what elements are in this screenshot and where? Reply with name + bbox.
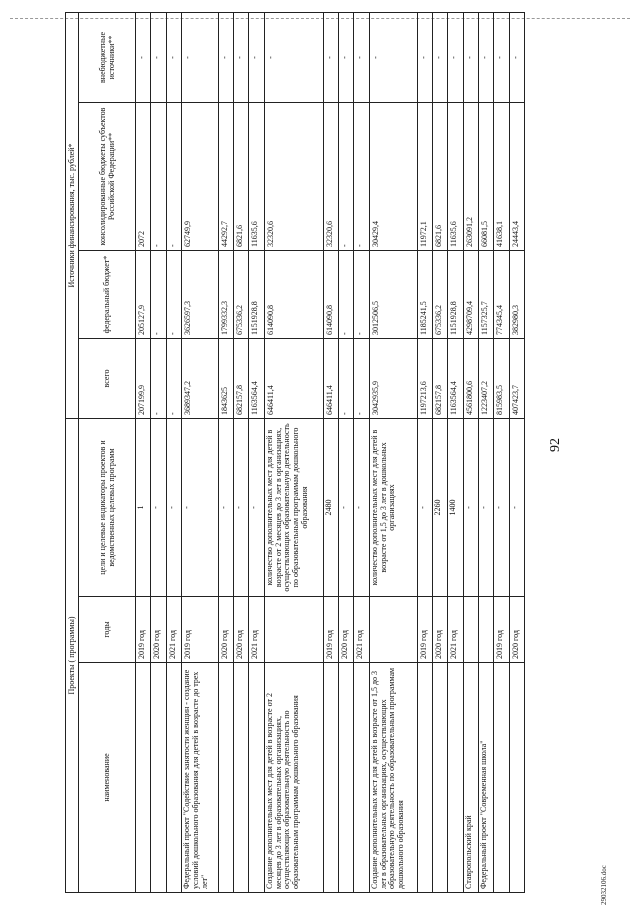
cell-federal: 614090,8 <box>264 251 323 339</box>
cell-federal: - <box>166 251 181 339</box>
table-row <box>339 12 354 892</box>
header-total: всего <box>79 339 136 419</box>
header-extrabudget: внебюджетные источники** <box>79 12 136 102</box>
cell-goal: 1400 <box>448 419 463 597</box>
cell-extrabudget: - <box>354 12 369 102</box>
cell-year: 2019 год <box>494 597 509 663</box>
cell-goal: - <box>417 419 432 597</box>
footer-file-code: 29032106.doc <box>600 865 608 905</box>
table-row <box>494 12 509 892</box>
cell-goal: - <box>479 419 494 597</box>
cell-year: 2020 год <box>433 597 448 663</box>
cell-federal: 774345,4 <box>494 251 509 339</box>
cell-regional: 30429,4 <box>369 103 417 251</box>
cell-extrabudget: - <box>463 12 478 102</box>
cell-total: - <box>166 339 181 419</box>
cell-year <box>479 597 494 663</box>
cell-federal: - <box>339 251 354 339</box>
cell-name <box>166 663 181 893</box>
cell-goal: количество дополнительных мест для детей в возрасте от 1,5 до 3 лет в дошкольных организациях <box>369 419 417 597</box>
table-row <box>509 12 524 892</box>
cell-goal: - <box>494 419 509 597</box>
cell-regional: 32320,6 <box>323 103 338 251</box>
table-row <box>136 12 151 892</box>
cell-name: Федеральный проект "Содействие занятости женщин - создание условий дошкольного образования для детей в возрасте до трех лет" <box>181 663 218 893</box>
cell-regional: 32320,6 <box>264 103 323 251</box>
table-row <box>369 12 417 892</box>
cell-total: 3689347,2 <box>181 339 218 419</box>
cell-year: 2021 год <box>249 597 264 663</box>
table-row <box>463 12 478 892</box>
cell-extrabudget: - <box>136 12 151 102</box>
cell-total: 682157,8 <box>234 339 249 419</box>
cell-total: - <box>339 339 354 419</box>
cell-goal: - <box>151 419 166 597</box>
table-row <box>323 12 338 892</box>
cell-name <box>448 663 463 893</box>
cell-name <box>417 663 432 893</box>
cell-regional: 62749,9 <box>181 103 218 251</box>
cell-name <box>509 663 524 893</box>
cell-extrabudget: - <box>323 12 338 102</box>
header-years: годы <box>79 597 136 663</box>
table-row <box>448 12 463 892</box>
cell-year: 2020 год <box>234 597 249 663</box>
table-row <box>151 12 166 892</box>
cell-extrabudget: - <box>234 12 249 102</box>
cell-name: Создание дополнительных мест для детей в возрасте от 2 месяцев до 3 лет в образовательных организациях, осуществляющих образовательную деятельность по образовательным программам дошкольного образования <box>264 663 323 893</box>
cell-goal: - <box>249 419 264 597</box>
cell-total: 1163564,4 <box>249 339 264 419</box>
cell-name <box>339 663 354 893</box>
cell-name <box>494 663 509 893</box>
cell-extrabudget: - <box>448 12 463 102</box>
cell-extrabudget: - <box>264 12 323 102</box>
cell-year: 2019 год <box>136 597 151 663</box>
cell-federal: 675336,2 <box>234 251 249 339</box>
cell-federal: 1157325,7 <box>479 251 494 339</box>
table-row <box>234 12 249 892</box>
cell-year: 2020 год <box>339 597 354 663</box>
cell-total: 1223407,2 <box>479 339 494 419</box>
header-regional: консолидированные бюджеты субъектов Российской Федерации** <box>79 103 136 251</box>
cell-regional: 2072 <box>136 103 151 251</box>
cell-extrabudget: - <box>339 12 354 102</box>
cell-federal: 3012506,5 <box>369 251 417 339</box>
cell-federal: 4298709,4 <box>463 251 478 339</box>
cell-extrabudget: - <box>509 12 524 102</box>
cell-name <box>218 663 233 893</box>
cell-extrabudget: - <box>166 12 181 102</box>
cell-goal: - <box>218 419 233 597</box>
cell-goal: количество дополнительных мест для детей в возрасте от 2 месяцев до 3 лет в организациях, осуществляющих образовательную деятельность по образовательным программам дошкольного образования <box>264 419 323 597</box>
header-row-groups <box>66 12 79 892</box>
cell-goal: - <box>234 419 249 597</box>
cell-year: 2019 год <box>323 597 338 663</box>
table-row <box>181 12 218 892</box>
cell-goal: - <box>463 419 478 597</box>
cell-regional: 11635,6 <box>448 103 463 251</box>
cell-goal: 1 <box>136 419 151 597</box>
cell-regional: 11972,1 <box>417 103 432 251</box>
cell-name: Ставропольский край <box>463 663 478 893</box>
header-name: наименование <box>79 663 136 893</box>
cell-regional: - <box>166 103 181 251</box>
header-row-columns <box>79 12 136 892</box>
cell-name: Создание дополнительных мест для детей в возрасте от 1,5 до 3 лет в образовательных организациях, осуществляющих образовательную деятельность по образовательным программам дошкольного образования <box>369 663 417 893</box>
cell-regional: 66081,5 <box>479 103 494 251</box>
table-row <box>166 12 181 892</box>
cell-goal: - <box>509 419 524 597</box>
cell-total: 207199,9 <box>136 339 151 419</box>
cell-regional: 24443,4 <box>509 103 524 251</box>
cell-name <box>136 663 151 893</box>
cell-year: 2021 год <box>448 597 463 663</box>
cell-extrabudget: - <box>417 12 432 102</box>
cell-extrabudget: - <box>433 12 448 102</box>
cell-name: Федеральный проект "Современная школа" <box>479 663 494 893</box>
cell-federal: 1151928,8 <box>448 251 463 339</box>
table-row <box>417 12 432 892</box>
cell-extrabudget: - <box>494 12 509 102</box>
cell-name <box>433 663 448 893</box>
cell-goal: - <box>339 419 354 597</box>
cell-total: 646411,4 <box>264 339 323 419</box>
cell-federal: - <box>151 251 166 339</box>
cell-goal: - <box>166 419 181 597</box>
cell-regional: - <box>151 103 166 251</box>
cell-extrabudget: - <box>181 12 218 102</box>
cell-name <box>151 663 166 893</box>
table-row <box>264 12 323 892</box>
cell-year <box>463 597 478 663</box>
cell-name <box>354 663 369 893</box>
cell-goal: - <box>181 419 218 597</box>
cell-year: 2021 год <box>166 597 181 663</box>
table-body <box>136 12 525 892</box>
cell-goal: - <box>354 419 369 597</box>
cell-extrabudget: - <box>249 12 264 102</box>
cell-total: 815983,5 <box>494 339 509 419</box>
cell-year: 2020 год <box>218 597 233 663</box>
cell-total: 646411,4 <box>323 339 338 419</box>
cell-regional: 6821,6 <box>433 103 448 251</box>
header-federal: федеральный бюджет* <box>79 251 136 339</box>
cell-total: 1843625 <box>218 339 233 419</box>
cell-year: 2019 год <box>417 597 432 663</box>
cell-total: 3042935,9 <box>369 339 417 419</box>
cell-federal: 205127,9 <box>136 251 151 339</box>
table-row <box>479 12 494 892</box>
cell-name <box>323 663 338 893</box>
cell-goal: 2480 <box>323 419 338 597</box>
cell-federal: 675336,2 <box>433 251 448 339</box>
cell-extrabudget: - <box>218 12 233 102</box>
cell-regional: 6821,6 <box>234 103 249 251</box>
cell-regional: 263091,2 <box>463 103 478 251</box>
cell-regional: 41638,1 <box>494 103 509 251</box>
cell-federal: - <box>354 251 369 339</box>
header-sources-group: Источники финансирования, тыс. рублей* <box>66 12 79 418</box>
cell-total: - <box>151 339 166 419</box>
cell-federal: 1799332,3 <box>218 251 233 339</box>
cell-total: - <box>354 339 369 419</box>
cell-total: 1197213,6 <box>417 339 432 419</box>
table-row <box>354 12 369 892</box>
cell-federal: 382980,3 <box>509 251 524 339</box>
cell-federal: 3626597,3 <box>181 251 218 339</box>
financing-table <box>65 12 525 893</box>
cell-regional: - <box>354 103 369 251</box>
table-row <box>433 12 448 892</box>
cell-year <box>369 597 417 663</box>
cell-federal: 1185241,5 <box>417 251 432 339</box>
header-projects-group: Проекты ( программы) <box>66 419 79 893</box>
cell-goal: 2260 <box>433 419 448 597</box>
cell-year: 2019 год <box>181 597 218 663</box>
cell-year: 2020 год <box>509 597 524 663</box>
cell-name <box>234 663 249 893</box>
cell-name <box>249 663 264 893</box>
table-row <box>218 12 233 892</box>
cell-year: 2021 год <box>354 597 369 663</box>
page-number: 92 <box>548 438 563 452</box>
cell-extrabudget: - <box>369 12 417 102</box>
cell-total: 407423,7 <box>509 339 524 419</box>
header-goals: цели и целевые индикаторы проектов и ведомственных целевых программ <box>79 419 136 597</box>
cell-extrabudget: - <box>151 12 166 102</box>
cell-total: 4561800,6 <box>463 339 478 419</box>
cell-federal: 1151928,8 <box>249 251 264 339</box>
cell-total: 1163564,4 <box>448 339 463 419</box>
cell-extrabudget: - <box>479 12 494 102</box>
cell-total: 682157,8 <box>433 339 448 419</box>
cell-regional: 44292,7 <box>218 103 233 251</box>
cell-regional: 11635,6 <box>249 103 264 251</box>
cell-regional: - <box>339 103 354 251</box>
cell-year <box>264 597 323 663</box>
table-row <box>249 12 264 892</box>
cell-federal: 614090,8 <box>323 251 338 339</box>
cell-year: 2020 год <box>151 597 166 663</box>
